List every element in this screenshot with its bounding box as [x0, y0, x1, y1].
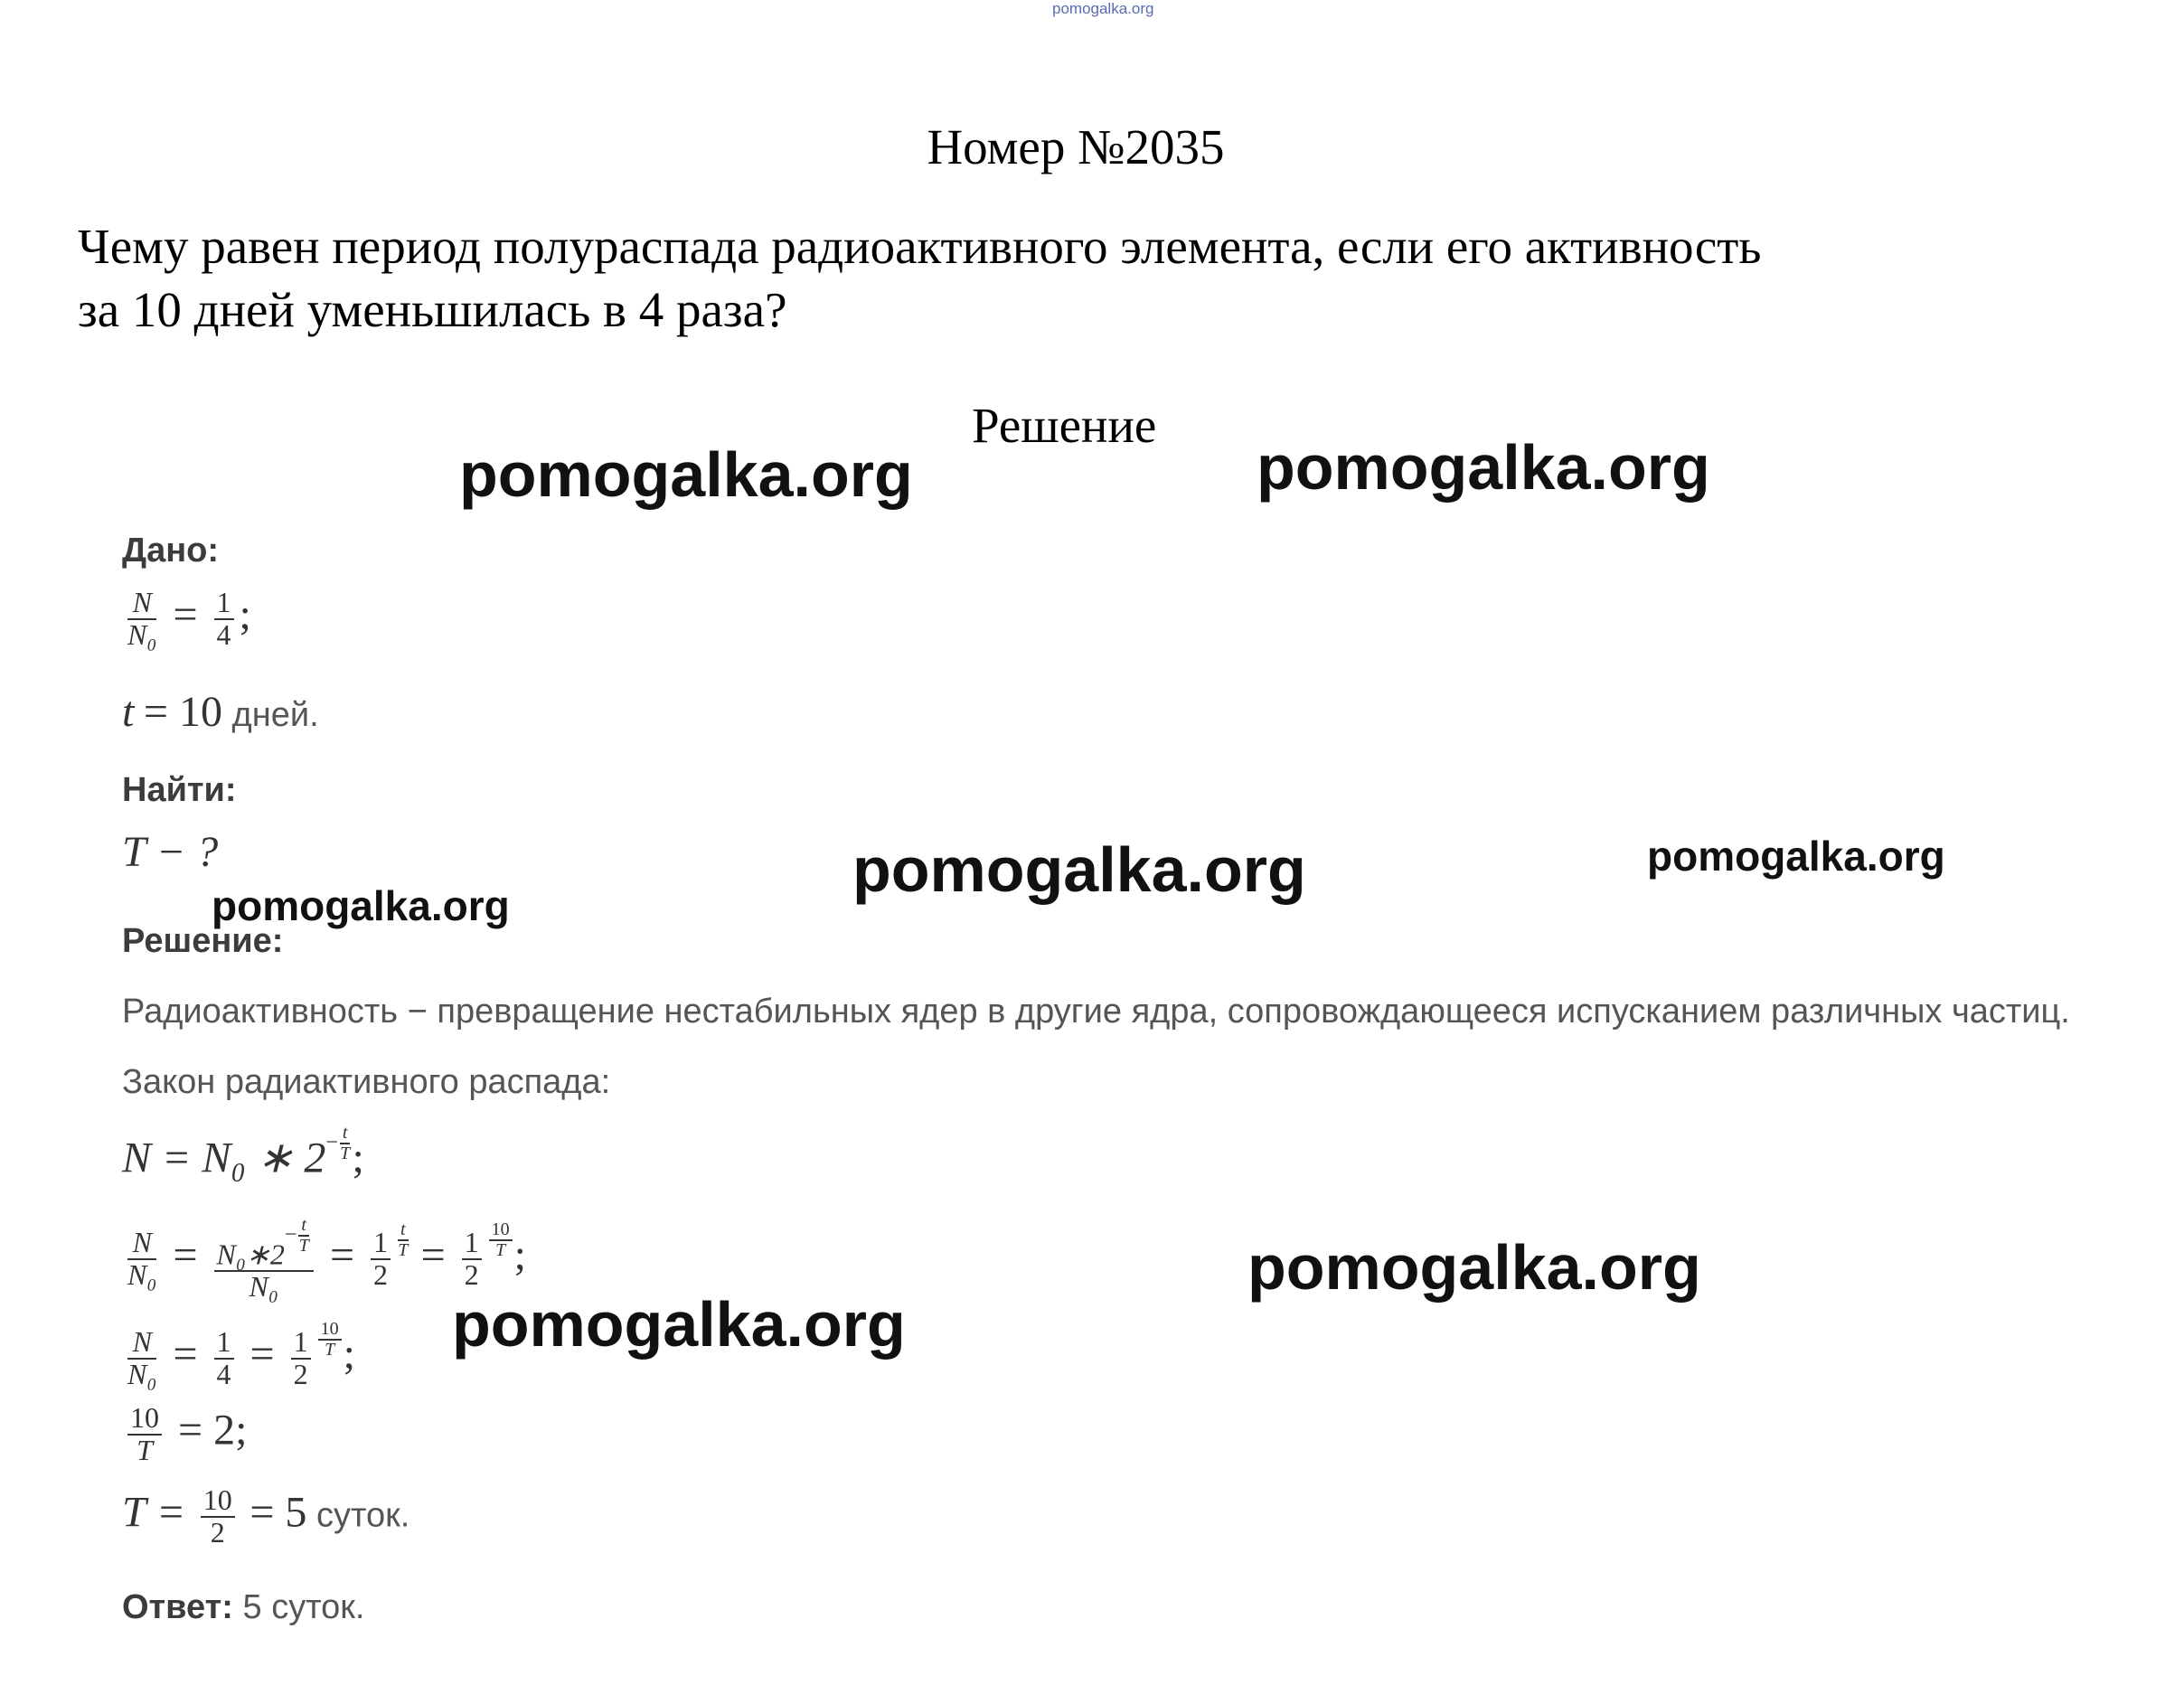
watermark-6: pomogalka.org — [1247, 1232, 1701, 1303]
equation-2: $\frac{N}{\text{N₀}}$ = $\frac{1}{4}$ = $\frac{1}{2}$ $^{\frac{10}{T}}$ ; — [127, 1319, 355, 1390]
watermark-3: pomogalka.org — [852, 834, 1306, 905]
problem-statement — [78, 215, 1761, 342]
watermark-7: pomogalka.org — [452, 1289, 906, 1360]
given-time: t = 10 дней. — [122, 688, 319, 736]
problem-line-1: Чему равен период полураспада радиоактивного элемента, если его активность — [78, 219, 1762, 274]
watermark-5: pomogalka.org — [212, 882, 510, 929]
watermark-4: pomogalka.org — [1647, 833, 1945, 880]
equation-1: $\frac{N}{\text{N₀}}$ = $N_0∗2^{- \frac{t}{T}}$ N₀ = $\frac{1}{2}$ $^{\frac{t}{T}}$ = $\frac{1}{2}$ $^{\frac{10}{T}}$ ; — [127, 1215, 526, 1304]
law-label: Закон радиактивного распада: — [122, 1063, 611, 1101]
watermark-2: pomogalka.org — [1257, 432, 1710, 503]
site-watermark-top: pomogalka.org — [1052, 0, 1154, 17]
solution-heading: Решение — [972, 398, 1157, 453]
page-title: Номер №2035 — [927, 119, 1225, 174]
solution-label: Решение: — [122, 922, 284, 960]
problem-line-2: за 10 дней уменьшилась в 4 раза? — [78, 282, 787, 337]
given-label: Дано: — [122, 532, 220, 570]
definition-text: Радиоактивность − превращение нестабильных ядер в другие ядра, сопровождающееся испусканием различных частиц. — [122, 993, 2070, 1031]
watermark-1: pomogalka.org — [459, 439, 913, 510]
law-formula: N = N₀ ∗ $2^{- \frac{t}{T}}$ ; — [122, 1123, 364, 1182]
given-ratio: $\frac{N}{\text{N₀}}$ = $\frac{1}{4}$ ; — [127, 586, 251, 651]
answer: Ответ: 5 суток. — [122, 1588, 365, 1626]
find-value: T − ? — [122, 828, 219, 876]
equation-3: $\frac{10}{T}$ = 2; — [122, 1403, 247, 1465]
find-label: Найти: — [122, 771, 237, 809]
equation-4: T = $\frac{10}{2}$ = 5 суток. — [122, 1483, 410, 1549]
